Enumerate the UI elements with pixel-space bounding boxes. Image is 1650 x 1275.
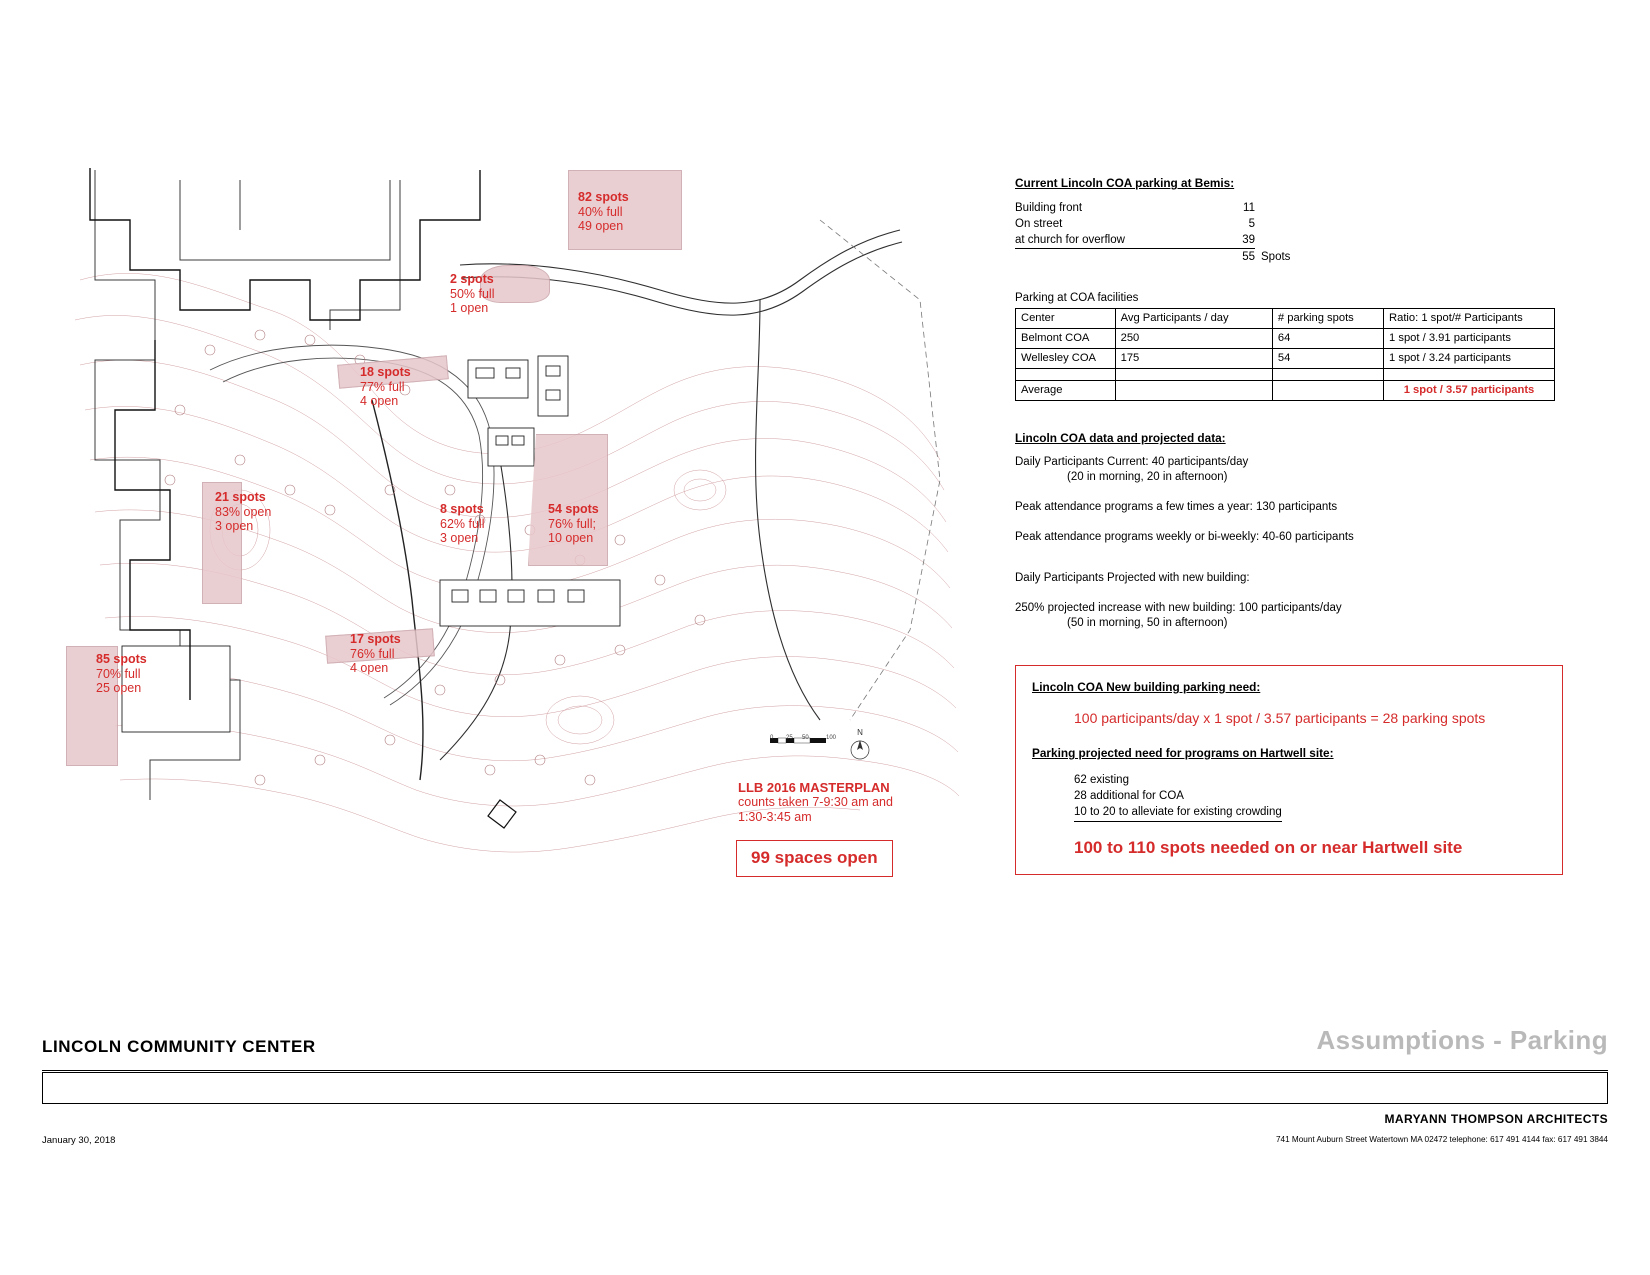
bemis-total-spacer <box>1015 249 1195 265</box>
project-title: LINCOLN COMMUNITY CENTER <box>42 1037 316 1056</box>
table-header-center: Center <box>1016 309 1116 329</box>
table-cell: Wellesley COA <box>1016 349 1116 369</box>
sheet-date: January 30, 2018 <box>42 1135 116 1146</box>
hartwell-need-list <box>1074 772 1546 822</box>
table-cell: 250 <box>1115 329 1272 349</box>
table-cell: 54 <box>1272 349 1383 369</box>
scale-tick-0: 0 <box>770 735 774 741</box>
table-spacer-cell <box>1272 369 1383 381</box>
label-lot-85: 85 spots 70% full 25 open <box>96 652 147 695</box>
table-cell: 64 <box>1272 329 1383 349</box>
footer-divider <box>42 1070 1608 1071</box>
table-cell: Belmont COA <box>1016 329 1116 349</box>
hartwell-need-item: 10 to 20 to alleviate for existing crowding <box>1074 804 1282 822</box>
label-lot-8: 8 spots 62% full 3 open <box>440 502 485 545</box>
table-spacer-cell <box>1115 369 1272 381</box>
coa-table-caption: Parking at COA facilities <box>1015 292 1139 304</box>
table-header-spots: # parking spots <box>1272 309 1383 329</box>
hartwell-need-total: 100 to 110 spots needed on or near Hartwell site <box>1074 838 1463 857</box>
coa-data-p4: Daily Participants Projected with new building: <box>1015 572 1250 584</box>
coa-data-p3: Peak attendance programs weekly or bi-weekly: 40-60 participants <box>1015 531 1354 543</box>
firm-name: MARYANN THOMPSON ARCHITECTS <box>1384 1112 1608 1126</box>
spaces-open-callout: 99 spaces open <box>736 840 893 877</box>
coa-data-p1-sub: (20 in morning, 20 in afternoon) <box>1067 471 1228 483</box>
scale-tick-50: 50 <box>802 735 809 741</box>
table-header-ratio: Ratio: 1 spot/# Participants <box>1384 309 1555 329</box>
table-average-blank <box>1115 381 1272 401</box>
hartwell-need-heading: Parking projected need for programs on Hartwell site: <box>1032 746 1334 760</box>
coa-data-p1-text: Daily Participants Current: 40 participants/day <box>1015 456 1249 468</box>
coa-data-p2: Peak attendance programs a few times a year: 130 participants <box>1015 501 1338 513</box>
bemis-rows <box>1015 200 1580 265</box>
bemis-total-suffix: Spots <box>1261 251 1291 263</box>
coa-facilities-table <box>1015 308 1555 401</box>
footer-note-box <box>42 1072 1608 1104</box>
table-spacer-cell <box>1384 369 1555 381</box>
north-letter: N <box>857 728 863 737</box>
label-lot-21: 21 spots 83% open 3 open <box>215 490 272 533</box>
table-header-participants: Avg Participants / day <box>1115 309 1272 329</box>
bemis-row-value: 5 <box>1248 218 1255 230</box>
table-average-value: 1 spot / 3.57 participants <box>1384 381 1555 401</box>
bemis-row-label: Building front <box>1015 202 1083 214</box>
masterplan-line1: counts taken 7-9:30 am and <box>738 795 893 809</box>
parking-need-equation: 100 participants/day x 1 spot / 3.57 participants = 28 parking spots <box>1074 710 1486 726</box>
parking-lot-54 <box>528 434 608 566</box>
coa-data-p1 <box>1015 455 1580 485</box>
table-cell: 1 spot / 3.91 participants <box>1384 329 1555 349</box>
masterplan-note <box>738 780 893 825</box>
table-average-label: Average <box>1016 381 1116 401</box>
table-average-row <box>1016 381 1555 401</box>
hartwell-need-item: 28 additional for COA <box>1074 790 1184 802</box>
table-spacer-cell <box>1016 369 1116 381</box>
bemis-row-value: 11 <box>1243 202 1255 214</box>
coa-data-section <box>1015 431 1580 631</box>
masterplan-line2: 1:30-3:45 am <box>738 810 812 824</box>
coa-data-p5-text: 250% projected increase with new building: 100 participants/day <box>1015 602 1342 614</box>
bemis-total-value: 55 <box>1242 251 1255 263</box>
bemis-heading: Current Lincoln COA parking at Bemis: <box>1015 176 1235 190</box>
firm-address: 741 Mount Auburn Street Watertown MA 02472 telephone: 617 491 4144 fax: 617 491 3844 <box>1276 1135 1608 1144</box>
coa-data-heading: Lincoln COA data and projected data: <box>1015 431 1226 445</box>
coa-data-p5-sub: (50 in morning, 50 in afternoon) <box>1067 617 1228 629</box>
label-lot-17: 17 spots 76% full 4 open <box>350 632 401 675</box>
hartwell-need-item: 62 existing <box>1074 774 1129 786</box>
bemis-row-value: 39 <box>1195 232 1255 249</box>
parking-need-box <box>1015 665 1563 875</box>
bemis-row-label: On street <box>1015 218 1063 230</box>
table-cell: 175 <box>1115 349 1272 369</box>
bemis-row <box>1015 216 1315 232</box>
bemis-total-row <box>1015 249 1315 265</box>
label-lot-2: 2 spots 50% full 1 open <box>450 272 495 315</box>
table-average-blank <box>1272 381 1383 401</box>
bemis-row-label: at church for overflow <box>1015 232 1195 249</box>
right-column <box>1015 176 1580 646</box>
table-row <box>1016 329 1555 349</box>
table-spacer-row <box>1016 369 1555 381</box>
label-lot-82: 82 spots 40% full 49 open <box>578 190 629 233</box>
label-lot-54: 54 spots 76% full; 10 open <box>548 502 599 545</box>
scale-tick-25: 25 <box>786 735 793 741</box>
parking-need-heading: Lincoln COA New building parking need: <box>1032 680 1261 694</box>
masterplan-title: LLB 2016 MASTERPLAN <box>738 780 890 795</box>
north-arrow-graphic <box>848 737 872 763</box>
sheet-title: Assumptions - Parking <box>1316 1025 1608 1055</box>
table-cell: 1 spot / 3.24 participants <box>1384 349 1555 369</box>
scale-bar <box>770 735 840 755</box>
table-header-row <box>1016 309 1555 329</box>
coa-data-p5 <box>1015 601 1580 631</box>
label-lot-18: 18 spots 77% full 4 open <box>360 365 411 408</box>
scale-tick-100: 100 <box>826 735 837 741</box>
north-arrow <box>848 728 872 765</box>
bemis-row <box>1015 232 1315 249</box>
site-plan-map <box>60 160 960 880</box>
table-row <box>1016 349 1555 369</box>
bemis-row <box>1015 200 1315 216</box>
